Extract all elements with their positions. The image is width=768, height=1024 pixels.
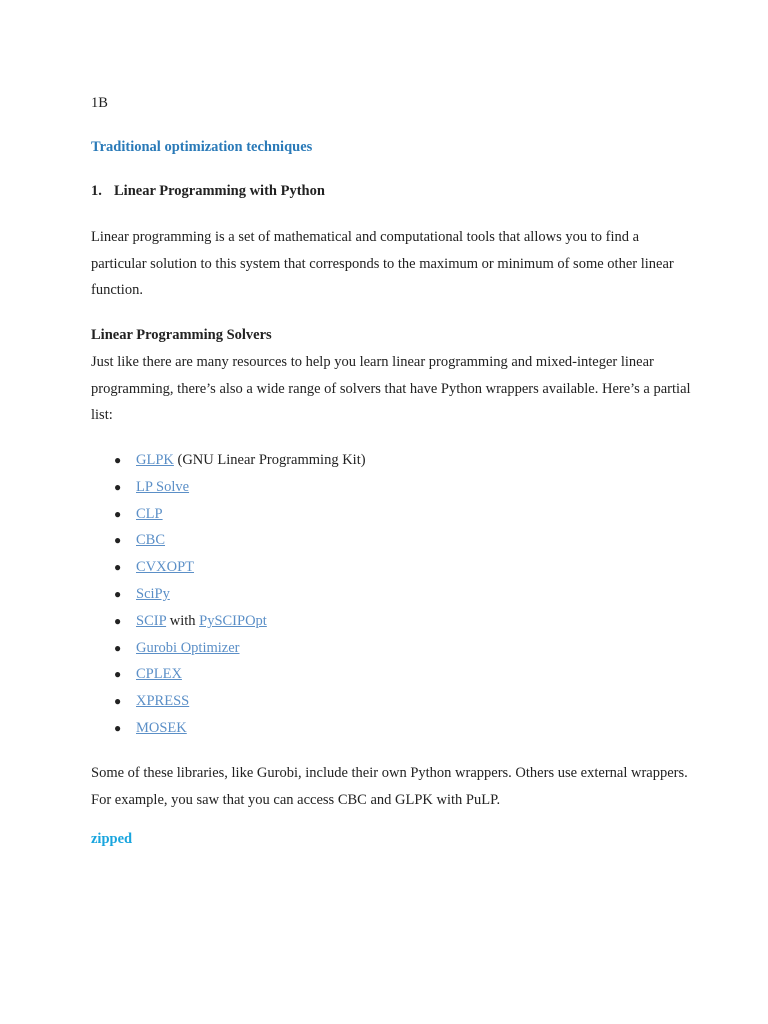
solver-link-clp[interactable]: CLP bbox=[136, 505, 163, 522]
solver-link-pyscipopt[interactable]: PySCIPOpt bbox=[199, 612, 267, 629]
solver-list bbox=[91, 447, 366, 742]
bullet-icon: ● bbox=[114, 640, 122, 655]
bullet-icon: ● bbox=[114, 453, 122, 467]
list-item bbox=[91, 474, 366, 501]
list-item bbox=[91, 608, 366, 635]
solver-link-cbc[interactable]: CBC bbox=[136, 532, 166, 549]
list-item bbox=[91, 581, 366, 608]
list-item bbox=[91, 527, 366, 554]
bullet-icon: ● bbox=[114, 694, 122, 709]
list-item bbox=[91, 688, 366, 715]
solvers-paragraph: Just like there are many resources to help you learn linear programming and mixed-integer linear programming, there’s also a wide range of solvers that have Python wrappers available. Here’s a partial list: bbox=[91, 354, 691, 423]
solver-link-mosek[interactable]: MOSEK bbox=[136, 719, 187, 736]
bullet-icon: ● bbox=[114, 667, 122, 682]
list-item bbox=[91, 635, 366, 662]
solver-description: (GNU Linear Programming Kit) bbox=[173, 452, 366, 468]
solver-link-cvxopt[interactable]: CVXOPT bbox=[136, 559, 195, 576]
list-item bbox=[91, 501, 366, 528]
bullet-icon: ● bbox=[114, 720, 122, 735]
list-item bbox=[91, 715, 366, 742]
closing-paragraph: Some of these libraries, like Gurobi, include their own Python wrappers. Others use external wrappers. For example, you saw that you can access CBC and GLPK with PuLP. bbox=[91, 765, 688, 808]
solver-link-cplex[interactable]: CPLEX bbox=[136, 666, 182, 683]
solver-link-xpress[interactable]: XPRESS bbox=[136, 693, 190, 710]
solver-link-lp-solve[interactable]: LP Solve bbox=[136, 478, 190, 495]
solvers-heading: Linear Programming Solvers bbox=[91, 327, 272, 343]
bullet-icon: ● bbox=[114, 560, 122, 575]
list-item bbox=[91, 554, 366, 581]
bullet-icon: ● bbox=[114, 479, 122, 494]
list-item bbox=[91, 661, 366, 688]
bullet-icon: ● bbox=[114, 613, 122, 628]
section-heading: Traditional optimization techniques bbox=[91, 139, 313, 155]
heading-title: Linear Programming with Python bbox=[114, 183, 325, 199]
bullet-icon: ● bbox=[114, 506, 122, 521]
bullet-icon: ● bbox=[114, 533, 122, 548]
document-id: 1B bbox=[91, 95, 108, 111]
list-item bbox=[91, 447, 366, 474]
numbered-heading bbox=[91, 178, 325, 204]
bullet-icon: ● bbox=[114, 586, 122, 601]
solver-link-scipy[interactable]: SciPy bbox=[136, 585, 170, 602]
solver-link-glpk[interactable]: GLPK bbox=[136, 452, 174, 468]
solver-link-scip[interactable]: SCIP bbox=[136, 612, 167, 629]
intro-paragraph: Linear programming is a set of mathematical and computational tools that allows you to find a particular solution to this system that corresponds to the maximum or minimum of some other linear function. bbox=[91, 229, 674, 298]
tagline: zipped bbox=[91, 831, 133, 847]
solver-connector: with bbox=[166, 612, 200, 629]
solver-link-gurobi[interactable]: Gurobi Optimizer bbox=[136, 639, 240, 656]
heading-number: 1. bbox=[91, 183, 102, 199]
